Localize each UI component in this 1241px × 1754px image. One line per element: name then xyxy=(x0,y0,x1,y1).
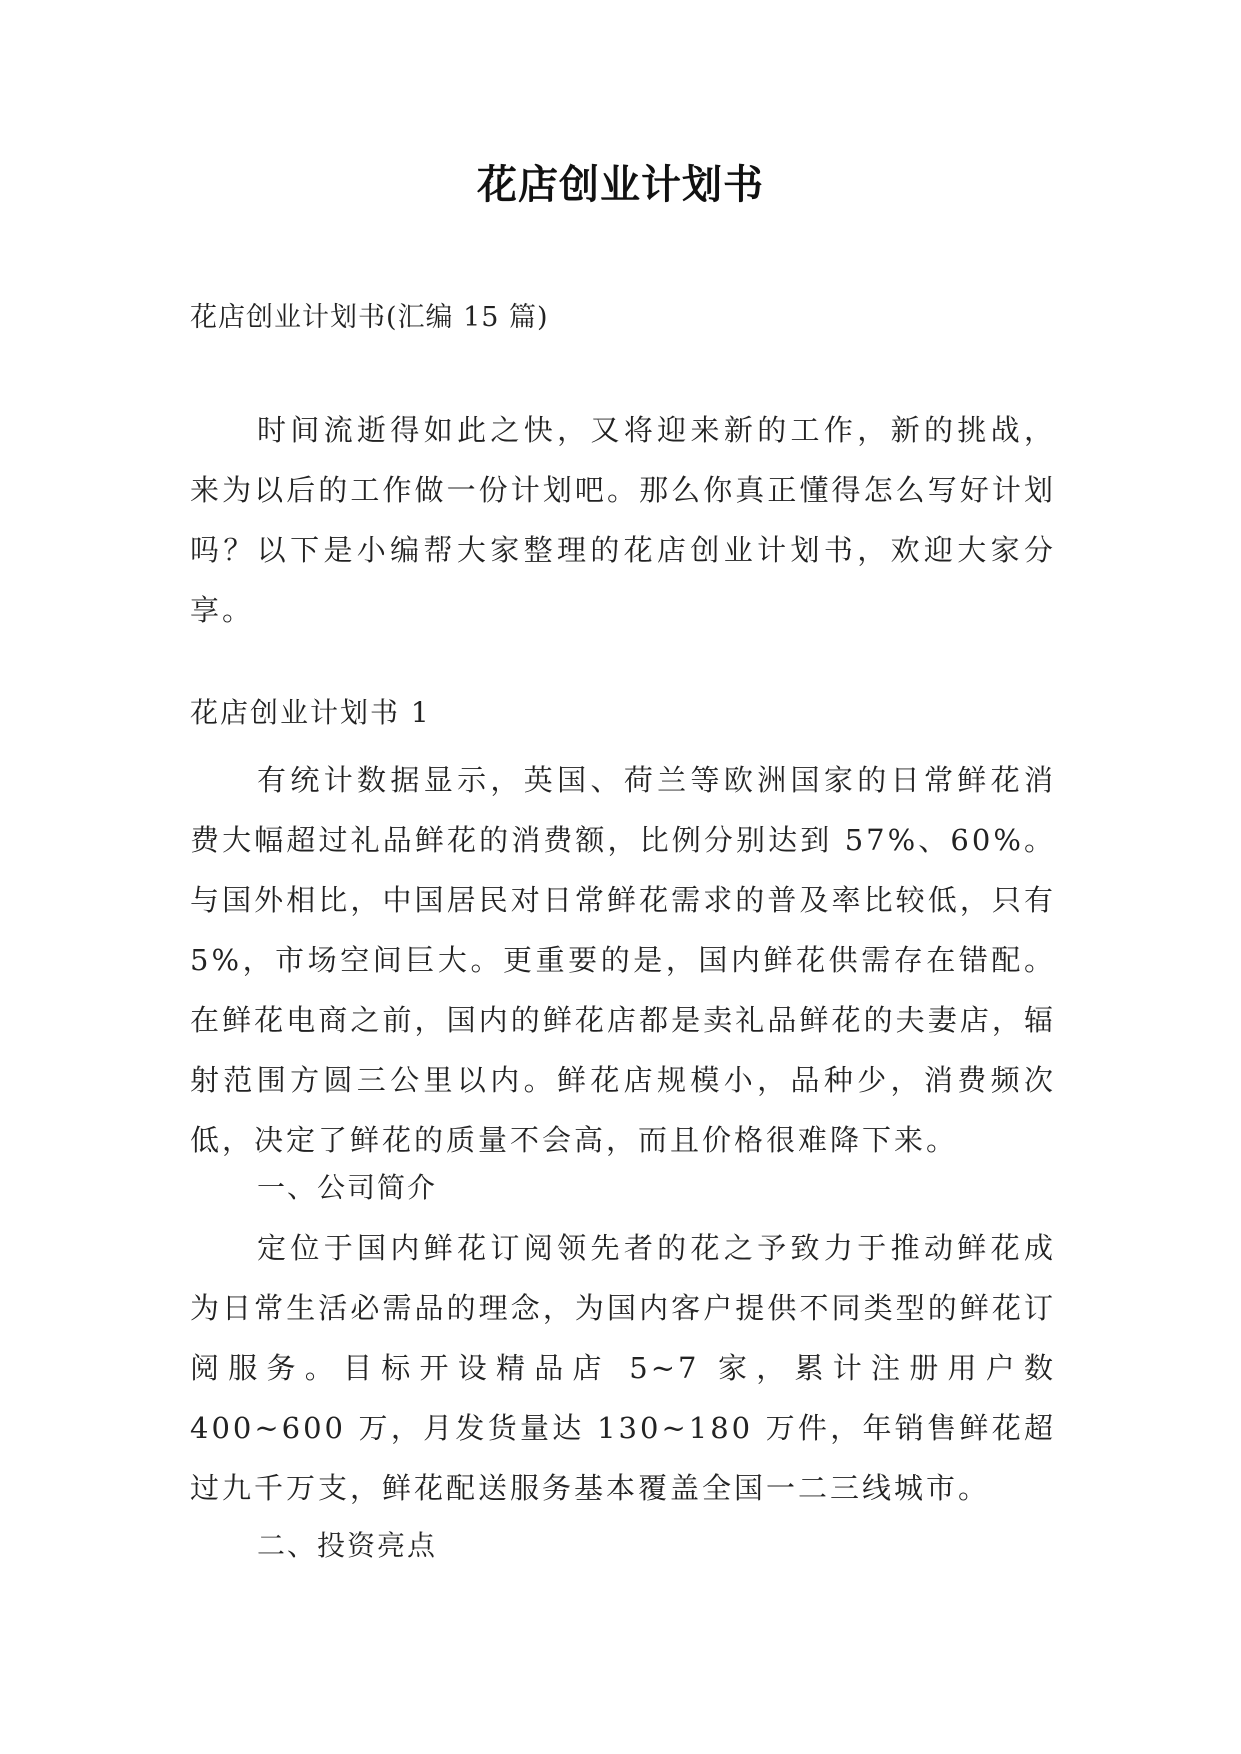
company-intro-heading: 一、公司简介 xyxy=(257,1171,438,1204)
intro-paragraph: 时间流逝得如此之快，又将迎来新的工作，新的挑战，来为以后的工作做一份计划吧。那么你真正懂得怎么写好计划吗？以下是小编帮大家整理的花店创业计划书，欢迎大家分享。 xyxy=(190,413,1056,627)
section-1-paragraph-1: 有统计数据显示，英国、荷兰等欧洲国家的日常鲜花消费大幅超过礼品鲜花的消费额，比例分别达到 57%、60%。与国外相比，中国居民对日常鲜花需求的普及率比较低，只有 5%，市场空间巨大。更重要的是，国内鲜花供需存在错配。在鲜花电商之前，国内的鲜花店都是卖礼品鲜花的夫妻店，辐射范围方圆三公里以内。鲜花店规模小，品种少，消费频次低，决定了鲜花的质量不会高，而且价格很难降下来。 xyxy=(190,763,1056,1157)
company-intro-paragraph: 定位于国内鲜花订阅领先者的花之予致力于推动鲜花成为日常生活必需品的理念，为国内客户提供不同类型的鲜花订阅服务。目标开设精品店 5~7 家，累计注册用户数 400~600 万，月发货量达 130~180 万件，年销售鲜花超过九千万支，鲜花配送服务基本覆盖全国一二三线城市。 xyxy=(190,1231,1056,1505)
document-subtitle: 花店创业计划书(汇编 15 篇) xyxy=(190,302,549,333)
section-1-heading: 花店创业计划书 1 xyxy=(190,696,431,729)
document-title: 花店创业计划书 xyxy=(477,162,764,208)
investment-highlights-heading: 二、投资亮点 xyxy=(257,1529,438,1562)
